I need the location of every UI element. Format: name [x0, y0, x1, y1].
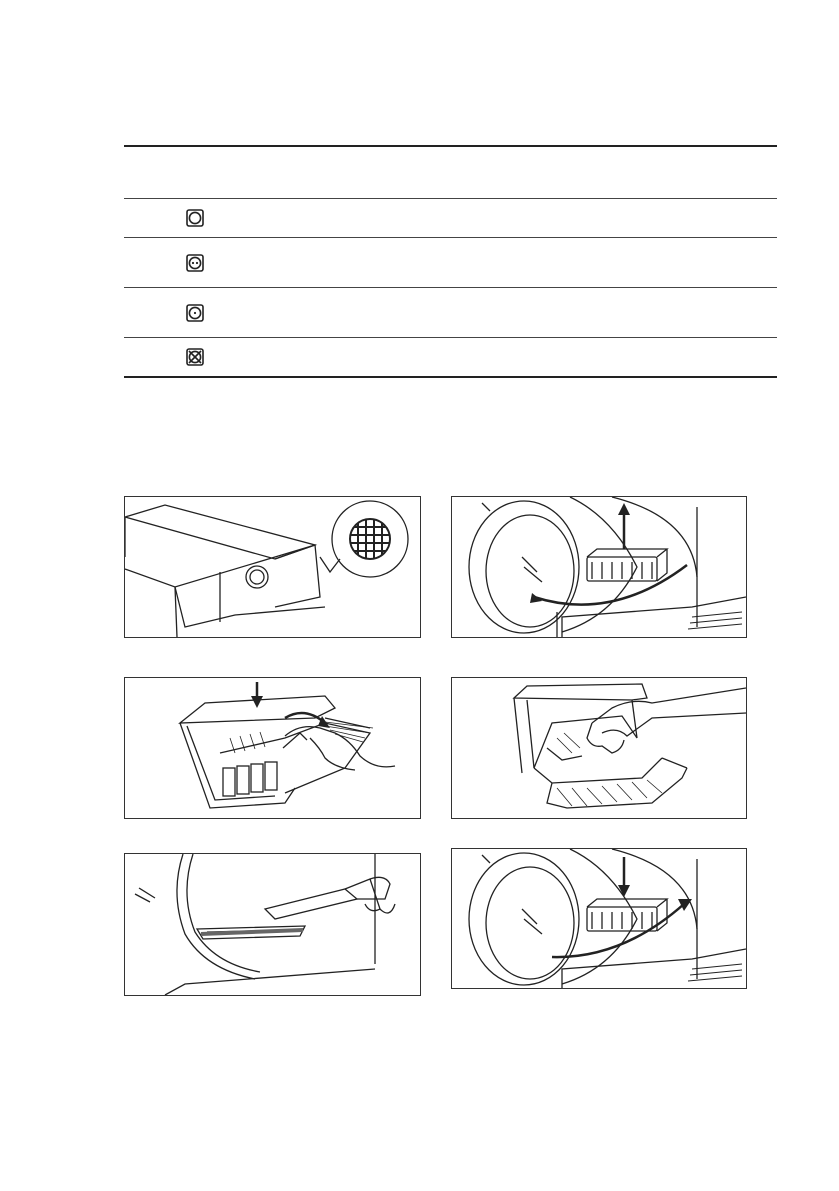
illustration-reinsert-filter [451, 848, 747, 989]
care-symbols-table [124, 145, 777, 378]
table-row [124, 237, 777, 287]
tumble-dry-low-heat-icon [186, 304, 204, 322]
do-not-tumble-dry-icon [186, 348, 204, 366]
illustration-clean-filter [451, 677, 747, 819]
illustration-open-filter [124, 677, 421, 819]
table-header-row [124, 147, 777, 198]
illustration-dryer-filter-indicator [124, 496, 421, 638]
table-row [124, 287, 777, 337]
table-row [124, 337, 777, 376]
illustration-vacuum-housing [124, 853, 421, 996]
table-row [124, 198, 777, 237]
illustration-remove-filter [451, 496, 747, 638]
tumble-dry-normal-heat-icon [186, 254, 204, 272]
tumble-dry-icon [186, 209, 204, 227]
